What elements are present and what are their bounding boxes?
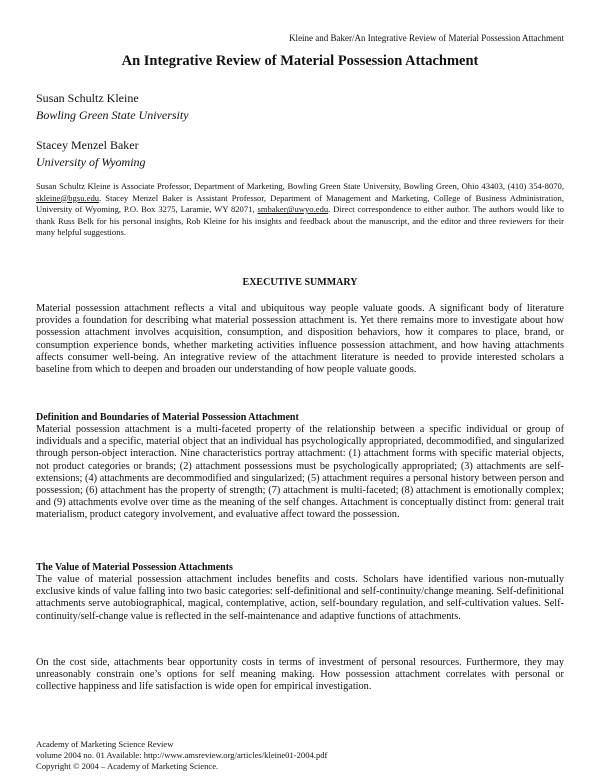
definition-section-paragraph: Material possession attachment is a multi-faceted property of the relationship between a specific individual or group of individuals and a specific, material object that an individual has psychologically appropriated, decommodified, and singularized through person-object interaction. Nine characteristics portray attachment: (1) attachment forms with specific material objects, not product categories or brands; (2) attachment possessions must be psychologically appropriated; (3) attachments are self-extensions; (4) attachments are decommodified and singularized; (5) attachment requires a personal history between person and possession; (6) attachment has the property of strength; (7) attachment is multi-faceted; (8) attachment is emotionally complex; and (9) attachments evolve over time as the meaning of the self changes. Attachment is conceptually distinct from: general trait materialism, product category involvement, and evaluative affect toward the possession. <box>36 424 564 521</box>
journal-name: Academy of Marketing Science Review <box>36 739 174 749</box>
author-note-text: . Direct correspondence to either author. The authors would like to thank Russ Belk for his personal insights, Rob Kleine for his insights and feedback about the manuscript, and the editor and three reviewers for their many helpful suggestions. <box>36 204 564 238</box>
author-affiliation: Bowling Green State University <box>36 108 189 122</box>
paper-title: An Integrative Review of Material Possession Attachment <box>121 53 479 69</box>
running-head: Kleine and Baker/An Integrative Review of Material Possession Attachment <box>289 33 564 43</box>
summary-intro-paragraph: Material possession attachment reflects a vital and ubiquitous way people valuate goods. A significant body of literature provides a foundation for describing what material possession attachment is. Yet there remains more to investigate about how possession attachment involves acquisition, consumption, and disposition behaviors, how it compares to place, brand, or consumption experience bonds, whether marketing activities influence possession attachment, and how having attachments affects consumer well-being. An integrative review of the attachment literature is needed to provide interested scholars a baseline from which to deepen and broaden our understanding of how people valuate goods. <box>36 303 564 376</box>
email-link-kleine[interactable]: skleine@bgsu.edu <box>36 192 100 203</box>
author-note-text: Susan Schultz Kleine is Associate Professor, Department of Marketing, Bowling Green State University, Bowling Green, Ohio 43403, (410) 354-8070, <box>36 181 564 191</box>
author-affiliation: University of Wyoming <box>36 155 146 169</box>
definition-section-heading: Definition and Boundaries of Material Possession Attachment <box>36 412 299 423</box>
volume-availability: volume 2004 no. 01 Available: http://www.amsreview.org/articles/kleine01-2004.pdf <box>36 750 328 760</box>
value-section-heading: The Value of Material Possession Attachments <box>36 562 233 573</box>
page-footer <box>36 739 327 772</box>
author-note <box>36 181 564 239</box>
author-block-2 <box>36 137 146 171</box>
author-block-1 <box>36 90 189 124</box>
copyright-notice: Copyright © 2004 – Academy of Marketing Science. <box>36 761 219 771</box>
executive-summary-heading: EXECUTIVE SUMMARY <box>242 277 358 288</box>
author-name: Stacey Menzel Baker <box>36 138 139 152</box>
author-name: Susan Schultz Kleine <box>36 91 139 105</box>
email-link-baker[interactable]: smbaker@uwyo.edu <box>257 204 329 215</box>
cost-paragraph: On the cost side, attachments bear opportunity costs in terms of investment of personal resources. Furthermore, they may unreasonably constrain one’s options for self meaning making. How possession attachment correlates with personal or collective happiness and life satisfaction is wide open for empirical investigation. <box>36 657 564 693</box>
author-note-text: . Stacey Menzel Baker is Assistant Professor, Department of Management and Marketing, College of Business Administration, University of Wyoming, P.O. Box 3275, Laramie, WY 82071, <box>36 192 564 215</box>
value-section-paragraph: The value of material possession attachment includes benefits and costs. Scholars have identified various non-mutually exclusive kinds of value falling into two basic categories: self-definitional and self-continuity/change meaning. Self-definitional attachments serve autobiographical, magical, contemplative, action, self-boundary regulation, and self-cultivation values. Self-continuity/self-change value is reflected in the self-maintenance and adaptive functions of attachments. <box>36 574 564 622</box>
